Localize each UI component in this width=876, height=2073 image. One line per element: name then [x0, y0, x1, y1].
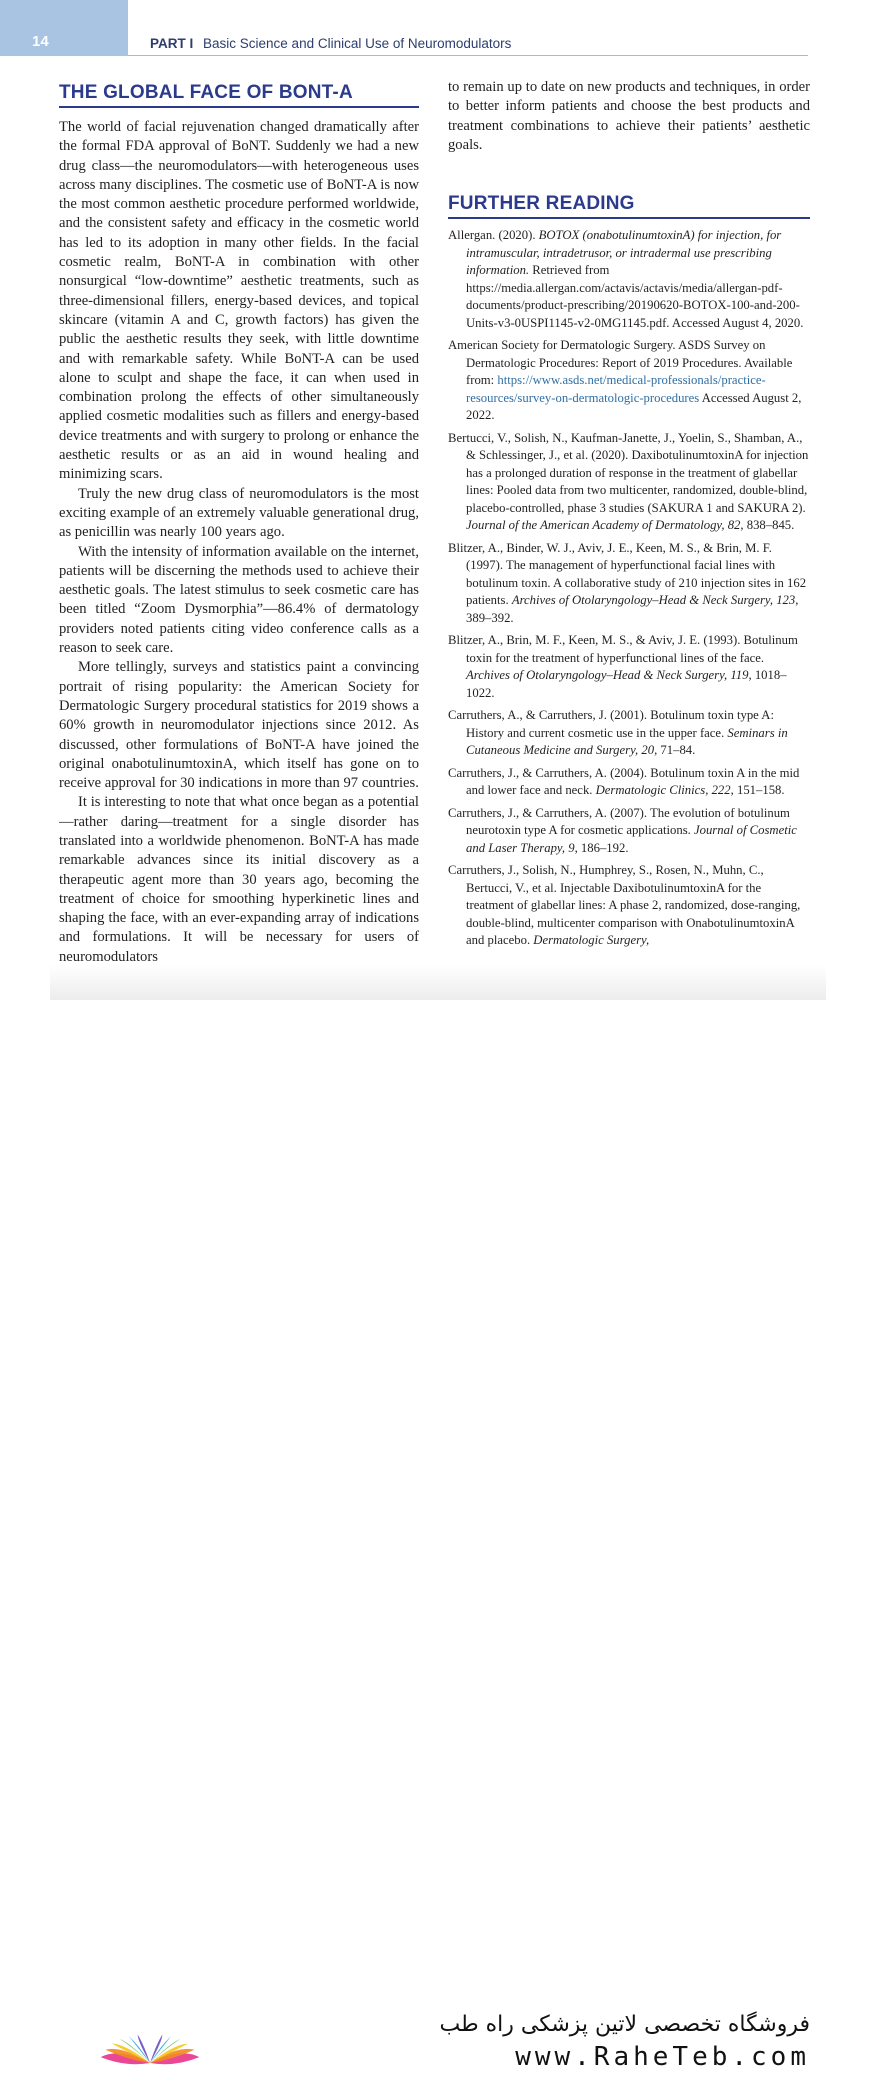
footer-banner [0, 1000, 876, 2072]
reference-source: Seminars in Cutaneous Medicine and Surgery, 20 [466, 725, 788, 758]
store-url: www.RaheTeb.com [515, 2042, 810, 2072]
open-book-logo-icon [95, 2005, 205, 2073]
store-name: فروشگاه تخصصی لاتین پزشکی راه طب [439, 2012, 810, 2037]
reference-source: Journal of the American Academy of Dermatology, 82 [466, 518, 741, 533]
reference-source: Journal of Cosmetic and Laser Therapy, 9 [466, 823, 797, 855]
chapter-title: Basic Science and Clinical Use of Neuromodulators [203, 36, 512, 51]
running-head [150, 36, 511, 51]
paragraph: With the intensity of information available on the internet, patients will be discerning the methods used to achieve their aesthetic goals. The latest stimulus to seek cosmetic care has been titled “Zoom Dysmorphia”—86.4% of dermatology providers noted patients citing video conference calls as a reason to seek care. [59, 543, 419, 657]
left-column [59, 82, 419, 998]
body-text-continuation [448, 78, 810, 155]
reference-item [448, 632, 810, 702]
reference-text: , 1018–1022. [466, 668, 787, 700]
reference-source: Archives of Otolaryngology–Head & Neck Surgery, 119 [466, 668, 749, 683]
right-column [448, 78, 810, 994]
reference-text: Allergan. (2020). [448, 228, 539, 243]
reference-text: Bertucci, V., Solish, N., Kaufman-Janette, J., Yoelin, S., Shamban, A., & Schlessinger, J., et al. (2020). DaxibotulinumtoxinA for injection has a prolonged duration of response in the treatment of glabellar lines: Pooled data from two multicenter, randomized, double-blind, placebo-controlled, phase 3 studies (SAKURA 1 and SAKURA 2). [448, 430, 809, 515]
reference-text: Carruthers, A., & Carruthers, J. (2001). Botulinum toxin type A: History and current cosmetic use in the upper face. [448, 708, 774, 740]
scan-fade [50, 965, 826, 1001]
reference-text: , 389–392. [466, 593, 799, 625]
reference-text: Blitzer, A., Binder, W. J., Aviv, J. E., Keen, M. S., & Brin, M. F. (1997). The management of hyperfunctional facial lines with botulinum toxin. A collaborative study of 210 injection sites in 162 patients. [448, 540, 807, 608]
reference-text: Carruthers, J., & Carruthers, A. (2004). Botulinum toxin A in the mid and lower face and neck. [448, 765, 800, 798]
paragraph: More tellingly, surveys and statistics paint a convincing portrait of rising popularity: the American Society for Dermatologic Surgery procedural statistics for 2019 shows a 60% growth in neuromodulator injections since 2012. As discussed, other formulations of BoNT-A have joined the original onabotulinumtoxinA, which itself has gone on to receive approval for 30 indications in more than 97 countries. [59, 659, 419, 792]
part-label: PART I [150, 36, 194, 51]
page-number: 14 [32, 33, 49, 50]
reference-text: , 151–158. [730, 783, 785, 798]
reference-item [448, 707, 810, 760]
header-rule [128, 55, 808, 56]
reference-source: Dermatologic Clinics, 222 [595, 783, 731, 798]
reference-text: Blitzer, A., Brin, M. F., Keen, M. S., & Aviv, J. E. (1993). Botulinum toxin for the treatment of hyperfunctional lines of the face. [448, 633, 798, 665]
paragraph: to remain up to date on new products and techniques, in order to better inform patients and choose the best products and treatment combinations to achieve their patients’ aesthetic goals. [448, 79, 810, 153]
reference-item [448, 540, 810, 628]
reference-link[interactable]: https://www.asds.net/medical-professionals/practice-resources/survey-on-dermatologic-procedures [466, 373, 766, 405]
reference-text: , 71–84. [654, 743, 696, 758]
reference-text: Accessed August 2, 2022. [466, 390, 802, 423]
reference-list [448, 227, 810, 950]
paragraph: The world of facial rejuvenation changed dramatically after the formal FDA approval of BoNT. Suddenly we had a new drug class—the neuromodulators—with heterogeneous uses across many disciplines. The cosmetic use of BoNT-A is now the most common aesthetic procedure performed worldwide, and the consistent safety and efficacy in the cosmetic world has led to its adoption in many other fields. In the facial cosmetic realm, BoNT-A in combination with other nonsurgical “low-downtime” aesthetic treatments, such as three-dimensional fillers, energy-based devices, and topical skincare (vitamin A and C, growth factors) has given the public the aesthetic results they seek, with little downtime and with remarkable safety. While BoNT-A can be used alone to sculpt and shape the face, it can when used in combination prolong the effects of other simultaneously applied cosmetic modalities such as fillers and energy-based device treatments and with surgery to prolong or enhance the aesthetic results or as an aid in wound healing and minimizing scars. [59, 119, 419, 483]
paragraph: Truly the new drug class of neuromodulators is the most exciting example of an extremely valuable generational drug, as penicillin was nearly 100 years ago. [59, 485, 419, 541]
reference-source: BOTOX (onabotulinumtoxinA) for injection, for intramuscular, intradetrusor, or intradermal use prescribing information. [466, 228, 782, 278]
reference-item [448, 805, 810, 858]
reference-item [448, 430, 810, 535]
reference-item [448, 227, 810, 332]
reference-text: Retrieved from https://media.allergan.com/actavis/actavis/media/allergan-pdf-documents/product-prescribing/20190620-BOTOX-100-and-200-Units-v3-0USPI1145-v2-0MG1145.pdf. Accessed August 4, 2020. [466, 263, 804, 330]
reference-text: Carruthers, J., & Carruthers, A. (2007). The evolution of botulinum neurotoxin type A for cosmetic applications. [448, 805, 790, 838]
section-heading-further-reading: FURTHER READING [448, 193, 810, 219]
reference-source: Dermatologic Surgery, [533, 933, 650, 948]
paragraph: It is interesting to note that what once began as a potential—rather daring—treatment for a single disorder has translated into a worldwide phenomenon. BoNT-A has made remarkable advances since its initial discovery as a therapeutic agent more than 30 years ago, becoming the treatment of choice for smoothing hyperkinetic lines and shaping the face, with an ever-expanding array of indications and formulations. It will be necessary for users of neuromodulators [59, 794, 419, 965]
reference-text: , 838–845. [740, 518, 795, 533]
reference-source: Archives of Otolaryngology–Head & Neck Surgery, 123 [511, 593, 796, 608]
body-text [59, 118, 419, 967]
reference-item [448, 337, 810, 425]
reference-text: , 186–192. [574, 840, 629, 855]
reference-item [448, 862, 810, 950]
reference-item [448, 765, 810, 800]
page-number-tab [0, 0, 128, 56]
section-heading-global-face: THE GLOBAL FACE OF BONT-A [59, 82, 419, 108]
reference-text: American Society for Dermatologic Surgery. ASDS Survey on Dermatologic Procedures: Report of 2019 Procedures. Available from: [448, 338, 793, 388]
reference-text: Carruthers, J., Solish, N., Humphrey, S., Rosen, N., Muhn, C., Bertucci, V., et al. Injectable DaxibotulinumtoxinA for the treatment of glabellar lines: A phase 2, randomized, dose-ranging, double-blind, multicenter comparison with OnabotulinumtoxinA and placebo. [448, 863, 801, 948]
